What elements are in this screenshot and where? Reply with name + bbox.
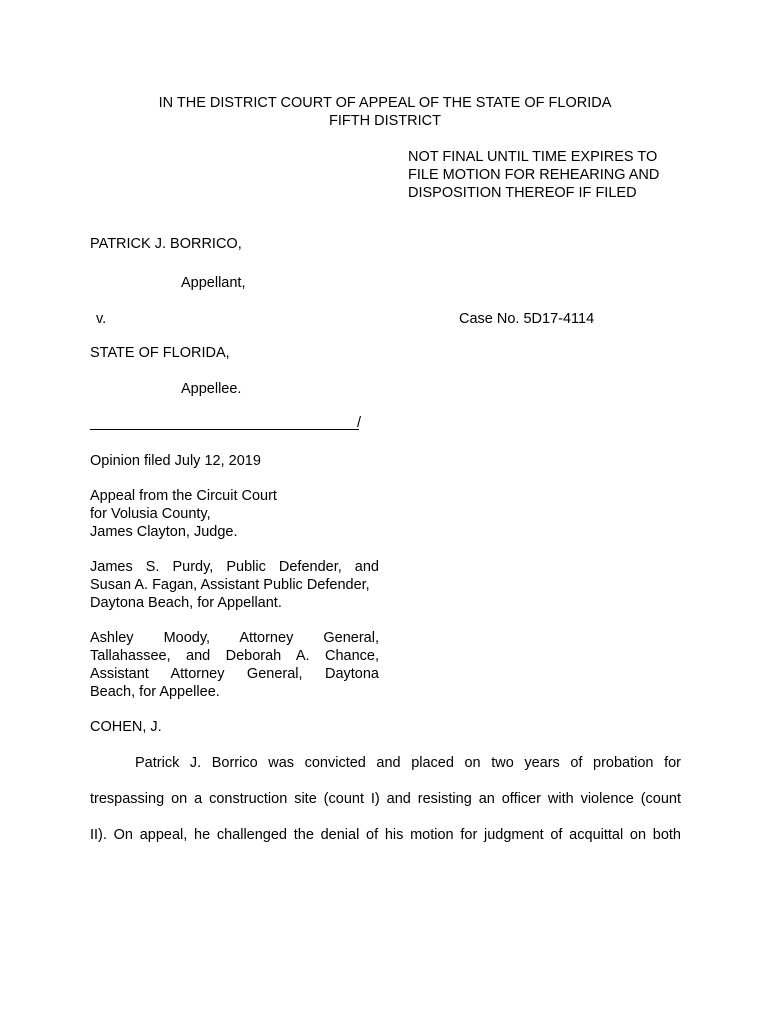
appellant-counsel-line-2: Susan A. Fagan, Assistant Public Defender,: [90, 577, 370, 593]
appellee-name: STATE OF FLORIDA,: [90, 345, 230, 361]
opinion-body: [90, 754, 681, 862]
appellee-counsel-line-2: Tallahassee, and Deborah A. Chance,: [90, 648, 379, 664]
appellee-counsel-line-3: Assistant Attorney General, Daytona: [90, 666, 379, 682]
appellant-counsel-line-1: James S. Purdy, Public Defender, and: [90, 559, 379, 575]
case-number: Case No. 5D17-4114: [459, 311, 595, 327]
appellee-counsel-block: [90, 629, 379, 701]
appeal-from-line-3: James Clayton, Judge.: [90, 524, 238, 540]
opinion-line-3: II). On appeal, he challenged the denial of his motion for judgment of acquittal on both: [90, 827, 681, 843]
district-name: FIFTH DISTRICT: [329, 113, 441, 129]
versus-label: v.: [96, 311, 107, 327]
caption-underline: [90, 429, 359, 430]
finality-line-2: FILE MOTION FOR REHEARING AND: [408, 167, 660, 183]
appellant-label: Appellant,: [181, 275, 246, 291]
appellant-counsel-block: [90, 558, 379, 612]
finality-line-3: DISPOSITION THEREOF IF FILED: [408, 185, 637, 201]
opinion-filed-date: Opinion filed July 12, 2019: [90, 453, 261, 469]
appeal-from-line-1: Appeal from the Circuit Court: [90, 488, 277, 504]
appellee-counsel-line-4: Beach, for Appellee.: [90, 684, 220, 700]
caption-slash: /: [357, 415, 362, 431]
appellant-name: PATRICK J. BORRICO,: [90, 236, 242, 252]
opinion-line-1: Patrick J. Borrico was convicted and placed on two years of probation for: [135, 755, 681, 771]
court-header: [0, 94, 770, 130]
finality-notice: [408, 148, 659, 202]
appeal-from-line-2: for Volusia County,: [90, 506, 211, 522]
appellant-counsel-line-3: Daytona Beach, for Appellant.: [90, 595, 282, 611]
appeal-from-block: [90, 487, 379, 541]
court-name: IN THE DISTRICT COURT OF APPEAL OF THE STATE OF FLORIDA: [158, 95, 612, 111]
appellee-label: Appellee.: [181, 381, 242, 397]
opinion-line-2: trespassing on a construction site (count I) and resisting an officer with violence (count: [90, 791, 681, 807]
authoring-judge: COHEN, J.: [90, 719, 162, 735]
finality-line-1: NOT FINAL UNTIL TIME EXPIRES TO: [408, 149, 658, 165]
appellee-counsel-line-1: Ashley Moody, Attorney General,: [90, 630, 379, 646]
